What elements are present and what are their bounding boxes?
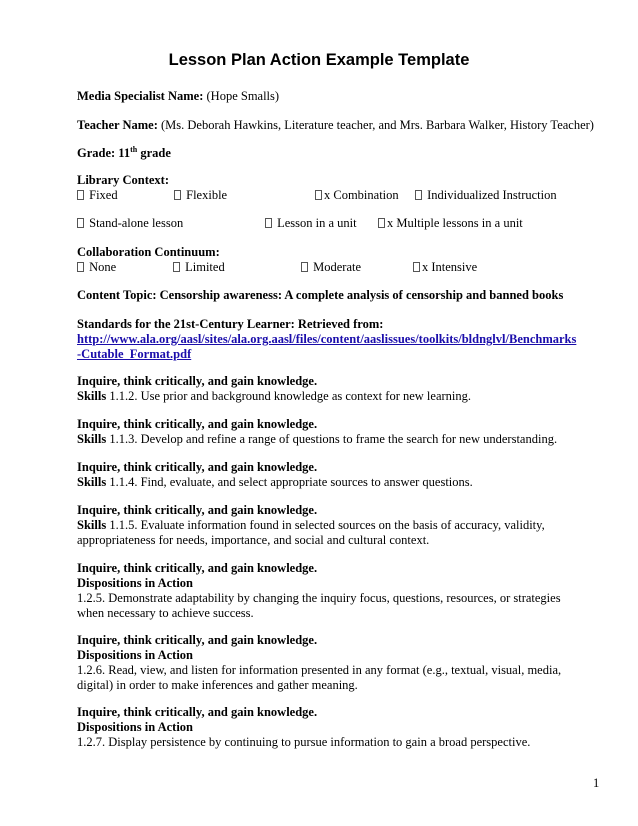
checkbox-icon (301, 262, 308, 272)
teacher-value: (Ms. Deborah Hawkins, Literature teacher, and Mrs. Barbara Walker, History Teacher) (157, 118, 594, 132)
teacher-line (77, 118, 594, 133)
section-sub: Skills (77, 389, 107, 403)
section-heading: Inquire, think critically, and gain knowledge. (77, 374, 318, 388)
section-sub: Skills (77, 432, 107, 446)
library-context-row-2 (77, 216, 577, 231)
section-4 (77, 503, 577, 548)
media-specialist-value: (Hope Smalls) (203, 89, 280, 103)
section-sub: Skills (77, 518, 107, 532)
standards-link[interactable]: http://www.ala.org/aasl/sites/ala.org.aasl/files/content/aaslissues/toolkits/bldnglvl/Benchmarks-Cutable_Format.pdf (77, 332, 577, 361)
section-heading: Inquire, think critically, and gain knowledge. (77, 561, 318, 575)
checkbox-icon (174, 190, 181, 200)
option-lesson-in-a-unit[interactable]: Lesson in a unit (265, 216, 357, 231)
section-heading: Inquire, think critically, and gain knowledge. (77, 460, 318, 474)
collaboration-heading: Collaboration Continuum: (77, 245, 220, 259)
option-stand-alone-lesson[interactable]: Stand-alone lesson (77, 216, 183, 231)
section-body (77, 518, 577, 548)
section-1 (77, 374, 577, 404)
option-flexible[interactable]: Flexible (174, 188, 227, 203)
teacher-label: Teacher Name: (77, 118, 158, 132)
section-text: 1.1.2. Use prior and background knowledge as context for new learning. (106, 389, 472, 403)
section-text: 1.2.5. Demonstrate adaptability by changing the inquiry focus, questions, resources, or strategies when necessary to achieve success. (77, 591, 561, 620)
grade-line (77, 146, 171, 161)
section-body (77, 475, 577, 490)
option-limited[interactable]: Limited (173, 260, 225, 275)
option-combination[interactable]: x Combination (315, 188, 399, 203)
option-multiple-lessons[interactable]: x Multiple lessons in a unit (378, 216, 523, 231)
section-sub: Skills (77, 475, 107, 489)
checkbox-icon (315, 190, 322, 200)
checkbox-icon (173, 262, 180, 272)
checkbox-icon (265, 218, 272, 228)
grade-sup: th (130, 144, 138, 154)
section-6 (77, 633, 577, 693)
section-heading: Inquire, think critically, and gain knowledge. (77, 705, 318, 719)
collaboration-row (77, 260, 577, 275)
grade-label: Grade: 11 (77, 146, 131, 160)
checkbox-icon (415, 190, 422, 200)
section-text: 1.2.6. Read, view, and listen for information presented in any format (e.g., textual, visual, media, digital) in order to make inferences and gather meaning. (77, 663, 562, 692)
library-context-heading: Library Context: (77, 173, 169, 187)
option-moderate[interactable]: Moderate (301, 260, 361, 275)
section-body (77, 432, 577, 447)
checkbox-icon (77, 218, 84, 228)
checkbox-icon (77, 190, 84, 200)
library-context-row-1 (77, 188, 577, 203)
section-heading: Inquire, think critically, and gain knowledge. (77, 633, 318, 647)
media-specialist-label: Media Specialist Name: (77, 89, 204, 103)
page-number: 1 (593, 776, 600, 790)
section-7 (77, 705, 577, 750)
section-sub: Dispositions in Action (77, 648, 194, 662)
section-text: 1.1.5. Evaluate information found in selected sources on the basis of accuracy, validity, appropriateness for needs, importance, and social and cultural context. (77, 518, 545, 547)
checkbox-icon (413, 262, 420, 272)
standards-heading: Standards for the 21st-Century Learner: Retrieved from: (77, 317, 384, 331)
content-topic: Content Topic: Censorship awareness: A complete analysis of censorship and banned books (77, 288, 564, 302)
section-text: 1.1.3. Develop and refine a range of questions to frame the search for new understanding. (106, 432, 558, 446)
section-text: 1.1.4. Find, evaluate, and select appropriate sources to answer questions. (106, 475, 473, 489)
checkbox-icon (378, 218, 385, 228)
media-specialist-line (77, 89, 279, 104)
section-heading: Inquire, think critically, and gain knowledge. (77, 503, 318, 517)
section-3 (77, 460, 577, 490)
standards-link-block (77, 332, 577, 362)
section-sub: Dispositions in Action (77, 720, 194, 734)
option-intensive[interactable]: x Intensive (413, 260, 477, 275)
section-text: 1.2.7. Display persistence by continuing to pursue information to gain a broad perspective. (77, 735, 531, 749)
section-body (77, 389, 577, 404)
section-5 (77, 561, 577, 621)
section-sub: Dispositions in Action (77, 576, 194, 590)
grade-suffix: grade (137, 146, 171, 160)
page-title: Lesson Plan Action Example Template (168, 51, 470, 69)
option-none[interactable]: None (77, 260, 116, 275)
checkbox-icon (77, 262, 84, 272)
section-heading: Inquire, think critically, and gain knowledge. (77, 417, 318, 431)
option-individualized-instruction[interactable]: Individualized Instruction (415, 188, 557, 203)
section-2 (77, 417, 577, 447)
option-fixed[interactable]: Fixed (77, 188, 118, 203)
